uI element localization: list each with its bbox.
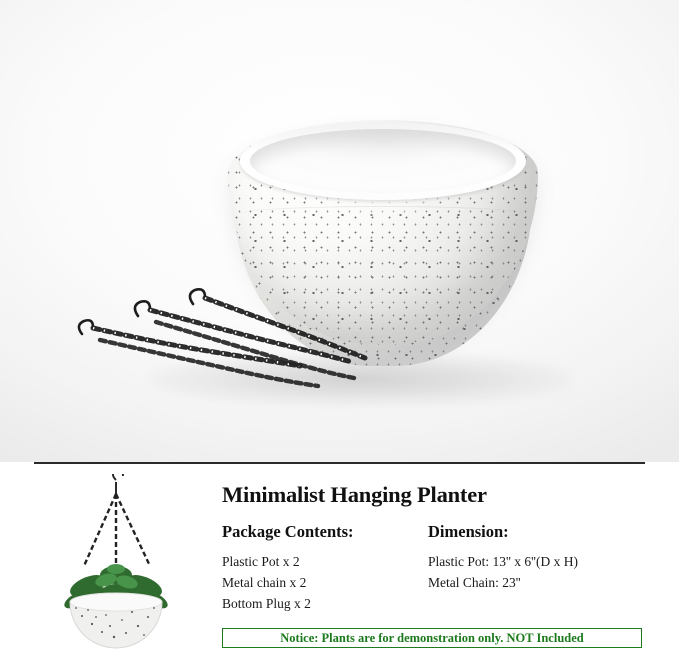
notice-banner [222, 628, 642, 648]
page-title: Minimalist Hanging Planter [222, 482, 487, 507]
notice-text: Notice: Plants are for demonstration only. NOT Included [280, 630, 584, 645]
info-panel [0, 462, 679, 660]
panel-divider [34, 462, 645, 464]
package-contents-heading: Package Contents: [222, 522, 354, 541]
dimension-column [428, 522, 668, 593]
package-contents-column [222, 522, 422, 614]
metal-hanging-chains [60, 282, 380, 402]
package-line: Plastic Pot x 2 [222, 554, 300, 569]
pot-seam [242, 206, 524, 221]
hanging-planter-thumbnail [26, 474, 206, 654]
dimension-heading: Dimension: [428, 522, 509, 541]
package-line: Metal chain x 2 [222, 575, 307, 590]
dimension-line: Plastic Pot: 13'' x 6''(D x H) [428, 554, 578, 569]
package-line: Bottom Plug x 2 [222, 596, 311, 611]
pot-interior [250, 129, 516, 193]
dimension-line: Metal Chain: 23'' [428, 575, 521, 590]
